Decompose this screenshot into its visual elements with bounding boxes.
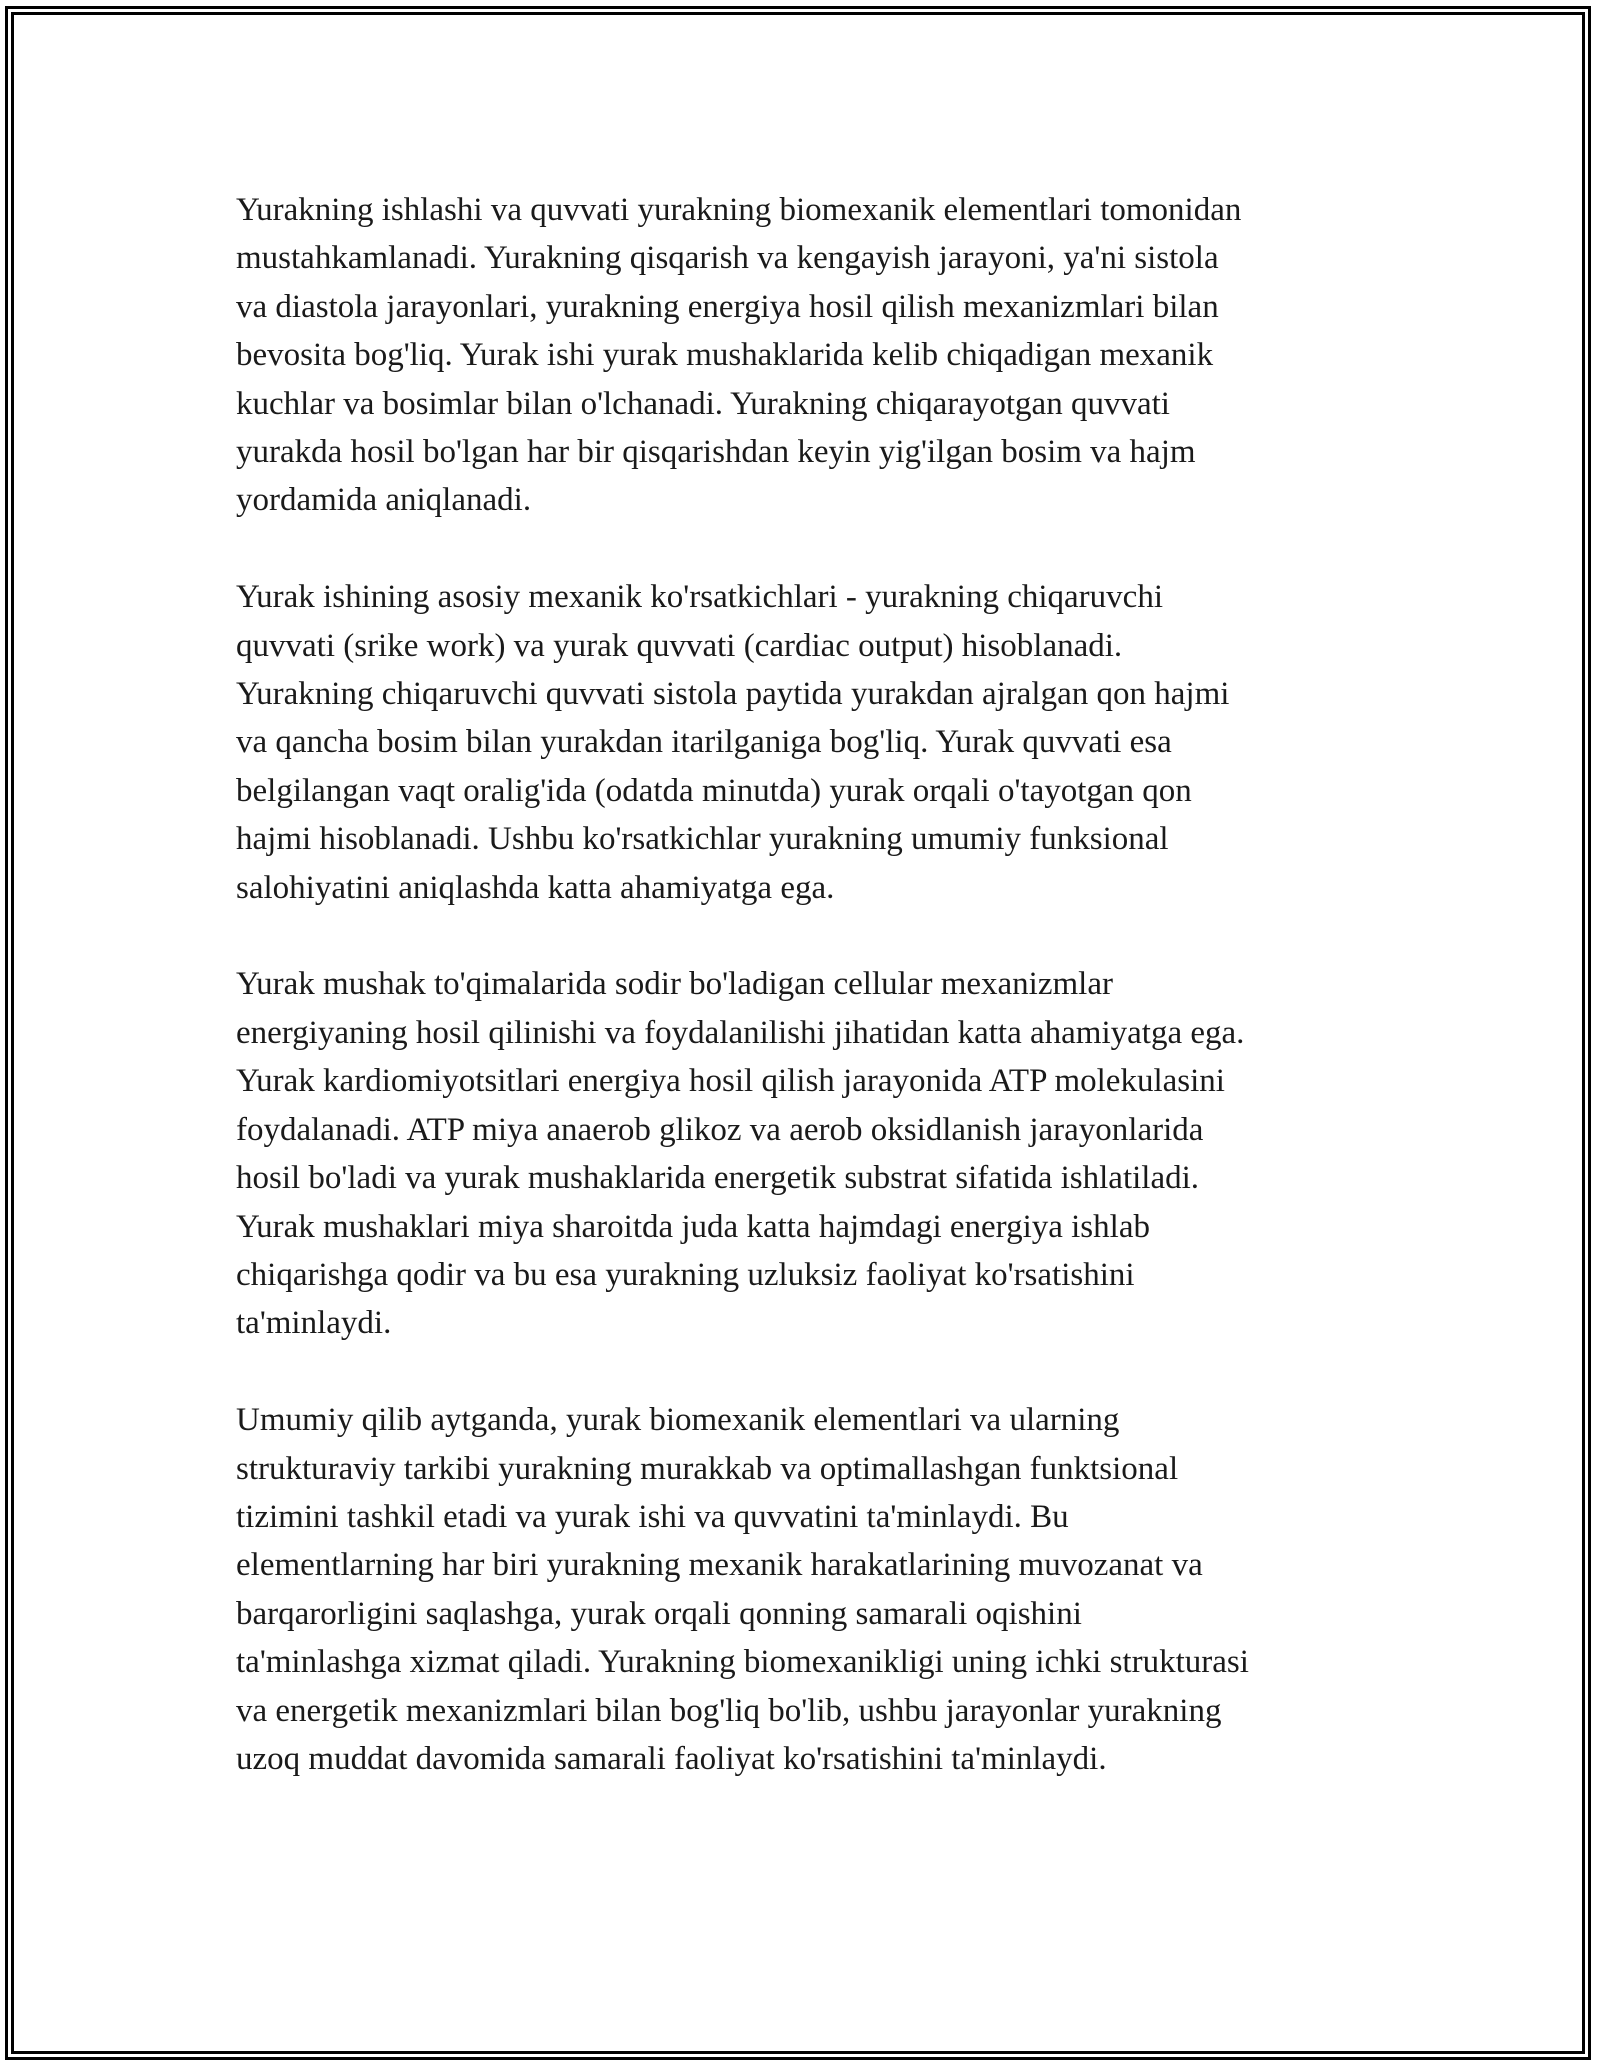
paragraph-4: Umumiy qilib aytganda, yurak biomexanik elementlari va ularning strukturaviy tarkibi yurakning murakkab va optimallashgan funktsional tizimini tashkil etadi va yurak ishi va quvvatini ta'minlaydi. Bu elementlarning har biri yurakning mexanik harakatlarining muvozanat va barqarorligini saqlashga, yurak orqali qonning samarali oqishini ta'minlashga xizmat qiladi. Yurakning biomexanikligi uning ichki strukturasi va energetik mexanizmlari bilan bog'liq bo'lib, ushbu jarayonlar yurakning uzoq muddat davomida samarali faoliyat ko'rsatishini ta'minlaydi.	[236, 1402, 1249, 1777]
document-body	[236, 186, 1386, 1783]
paragraph-2: Yurak ishining asosiy mexanik ko'rsatkichlari - yurakning chiqaruvchi quvvati (srike work) va yurak quvvati (cardiac output) hisoblanadi. Yurakning chiqaruvchi quvvati sistola paytida yurakdan ajralgan qon hajmi va qancha bosim bilan yurakdan itarilganiga bog'liq. Yurak quvvati esa belgilangan vaqt oralig'ida (odatda minutda) yurak orqali o'tayotgan qon hajmi hisoblanadi. Ushbu ko'rsatkichlar yurakning umumiy funksional salohiyatini aniqlashda katta ahamiyatga ega.	[236, 579, 1230, 906]
paragraph-3: Yurak mushak to'qimalarida sodir bo'ladigan cellular mexanizmlar energiyaning hosil qilinishi va foydalanilishi jihatidan katta ahamiyatga ega. Yurak kardiomiyotsitlari energiya hosil qilish jarayonida ATP molekulasini foydalanadi. ATP miya anaerob glikoz va aerob oksidlanish jarayonlarida hosil bo'ladi va yurak mushaklarida energetik substrat sifatida ishlatiladi. Yurak mushaklari miya sharoitda juda katta hajmdagi energiya ishlab chiqarishga qodir va bu esa yurakning uzluksiz faoliyat ko'rsatishini ta'minlaydi.	[236, 966, 1245, 1342]
paragraph-1: Yurakning ishlashi va quvvati yurakning biomexanik elementlari tomonidan mustahkamlanadi. Yurakning qisqarish va kengayish jarayoni, ya'ni sistola va diastola jarayonlari, yurakning energiya hosil qilish mexanizmlari bilan bevosita bog'liq. Yurak ishi yurak mushaklarida kelib chiqadigan mexanik kuchlar va bosimlar bilan o'lchanadi. Yurakning chiqarayotgan quvvati yurakda hosil bo'lgan har bir qisqarishdan keyin yig'ilgan bosim va hajm yordamida aniqlanadi.	[236, 192, 1242, 519]
